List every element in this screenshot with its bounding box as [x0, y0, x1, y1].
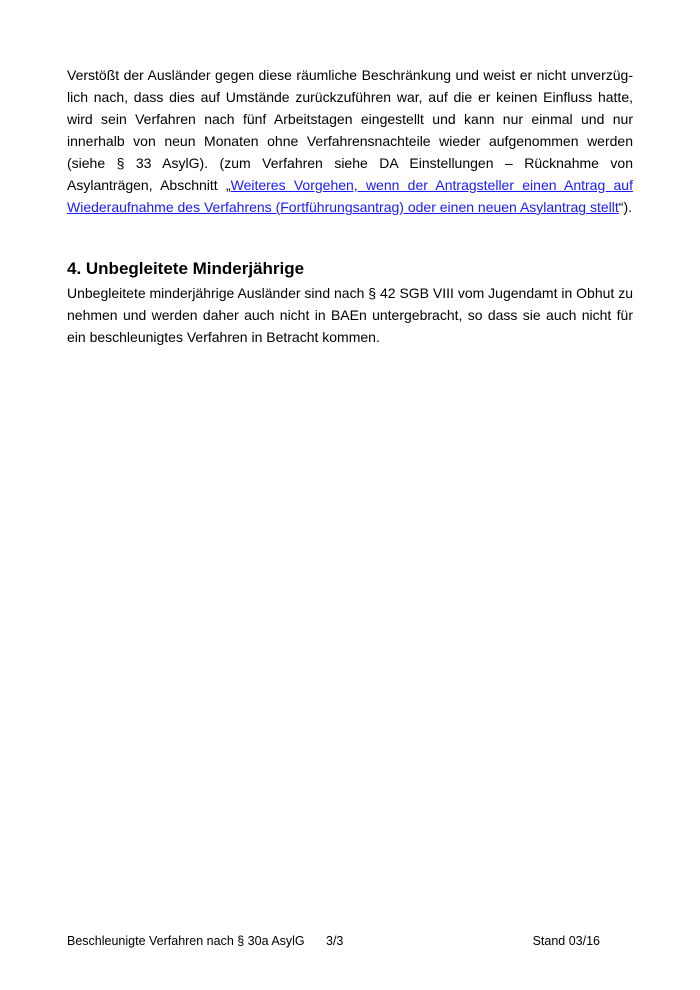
footer-document-title: Beschleunigte Verfahren nach § 30a AsylG [67, 934, 305, 948]
minors-paragraph: Unbegleitete minderjährige Ausländer sind nach § 42 SGB VIII vom Jugendamt in Obhut zu nehmen und werden daher auch nicht in BAEn untergebracht, so dass sie auch nicht für ein beschleunigtes Verfahren in Betracht kommen. [67, 285, 633, 345]
page-footer [67, 932, 633, 950]
resumption-procedure-link[interactable]: Weiteres Vorgehen, wenn der Antragsteller einen Antrag auf Wiederaufnahme des Verfahrens (Fortführungsantrag) oder einen neuen Asylantrag stellt [67, 177, 633, 215]
footer-stand-date: Stand 03/16 [532, 934, 600, 948]
document-body [67, 64, 633, 348]
restriction-paragraph [67, 64, 633, 218]
footer-page-number: 3/3 [326, 934, 344, 948]
restriction-text-end: “). [618, 199, 632, 215]
section-heading-minors: 4. Unbegleitete Minderjährige [67, 259, 305, 278]
restriction-text: Verstößt der Ausländer gegen diese räumliche Beschränkung und weist er nicht unverzüglich nach, dass dies auf Umstände zurückzuführen war, auf die er keinen Einfluss hatte, wird sein Verfahren nach fünf Arbeitstagen eingestellt und kann nur einmal und nur innerhalb von neun Monaten ohne Verfahrensnachteile wieder aufgenommen werden (siehe § 33 AsylG). (zum Verfahren siehe DA Einstellungen – Rücknahme von Asylanträgen, Abschnitt „ [67, 67, 633, 193]
